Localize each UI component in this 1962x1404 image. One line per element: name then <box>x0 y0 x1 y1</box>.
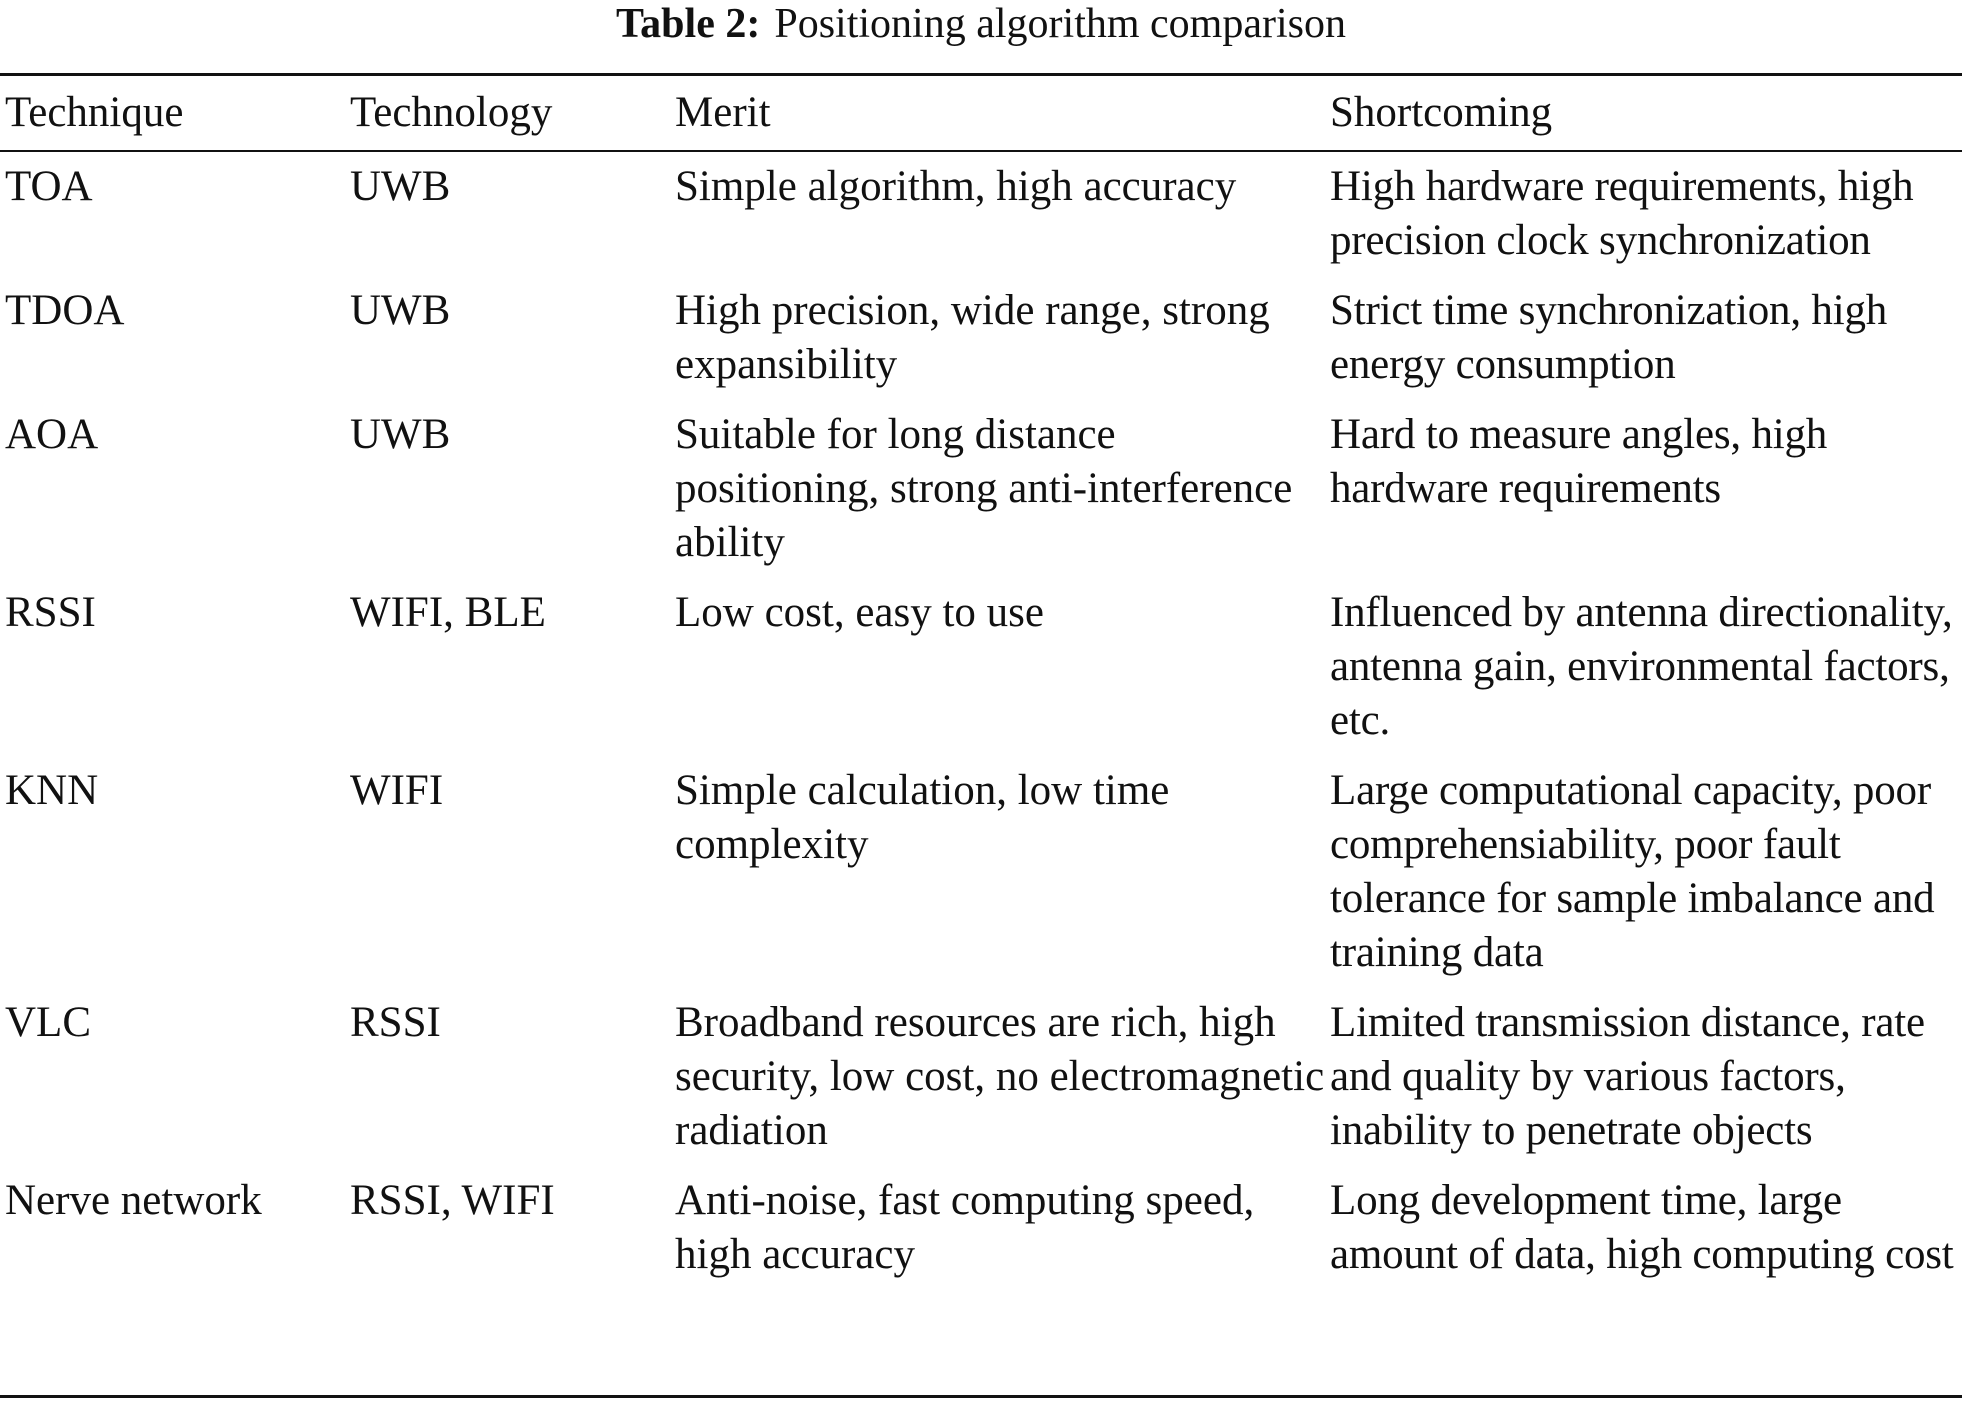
cell-technology: UWB <box>350 287 451 334</box>
cell-shortcoming: Limited transmission distance, rate and quality by various factors, inability to penetrate objects <box>1330 999 1925 1154</box>
cell-shortcoming: Long development time, large amount of data, high computing cost <box>1330 1177 1954 1278</box>
header-shortcoming: Shortcoming <box>1330 89 1553 136</box>
cell-technique: Nerve network <box>5 1177 262 1224</box>
comparison-table <box>0 76 1962 1288</box>
cell-merit: Simple calculation, low time complexity <box>675 767 1170 868</box>
table-caption <box>0 0 1962 48</box>
cell-merit: Anti-noise, fast computing speed, high accuracy <box>675 1177 1255 1278</box>
cell-shortcoming: Hard to measure angles, high hardware requirements <box>1330 411 1828 512</box>
cell-merit: Low cost, easy to use <box>675 589 1045 636</box>
header-merit: Merit <box>675 89 771 136</box>
cell-merit: High precision, wide range, strong expansibility <box>675 287 1270 388</box>
table-bottom-rule <box>0 1395 1962 1398</box>
cell-technology: RSSI <box>350 999 441 1046</box>
table-row <box>0 986 1962 1164</box>
cell-technology: WIFI <box>350 767 444 814</box>
cell-technique: AOA <box>5 411 99 458</box>
cell-technique: KNN <box>5 767 99 814</box>
table-row <box>0 1164 1962 1288</box>
cell-shortcoming: Large computational capacity, poor comprehensiability, poor fault tolerance for sample imbalance and training data <box>1330 767 1935 976</box>
cell-shortcoming: Strict time synchronization, high energy consumption <box>1330 287 1888 388</box>
table-caption-title: Positioning algorithm comparison <box>774 1 1346 47</box>
header-technology: Technology <box>350 89 553 136</box>
table-header-row <box>0 76 1962 150</box>
cell-technology: UWB <box>350 163 451 210</box>
cell-merit: Suitable for long distance positioning, strong anti-interference ability <box>675 411 1293 566</box>
table-row <box>0 150 1962 274</box>
table-row <box>0 576 1962 754</box>
table-row <box>0 274 1962 398</box>
table-row <box>0 398 1962 576</box>
header-technique: Technique <box>5 89 184 136</box>
cell-technique: VLC <box>5 999 91 1046</box>
cell-shortcoming: High hardware requirements, high precision clock synchronization <box>1330 163 1914 264</box>
cell-technique: TDOA <box>5 287 125 334</box>
cell-shortcoming: Influenced by antenna directionality, antenna gain, environmental factors, etc. <box>1330 589 1953 744</box>
cell-merit: Broadband resources are rich, high security, low cost, no electromagnetic radiation <box>675 999 1325 1154</box>
cell-technology: UWB <box>350 411 451 458</box>
cell-technology: WIFI, BLE <box>350 589 546 636</box>
cell-merit: Simple algorithm, high accuracy <box>675 163 1237 210</box>
cell-technique: TOA <box>5 163 93 210</box>
table-row <box>0 754 1962 986</box>
cell-technology: RSSI, WIFI <box>350 1177 555 1224</box>
table-caption-label: Table 2: <box>616 1 761 47</box>
cell-technique: RSSI <box>5 589 96 636</box>
